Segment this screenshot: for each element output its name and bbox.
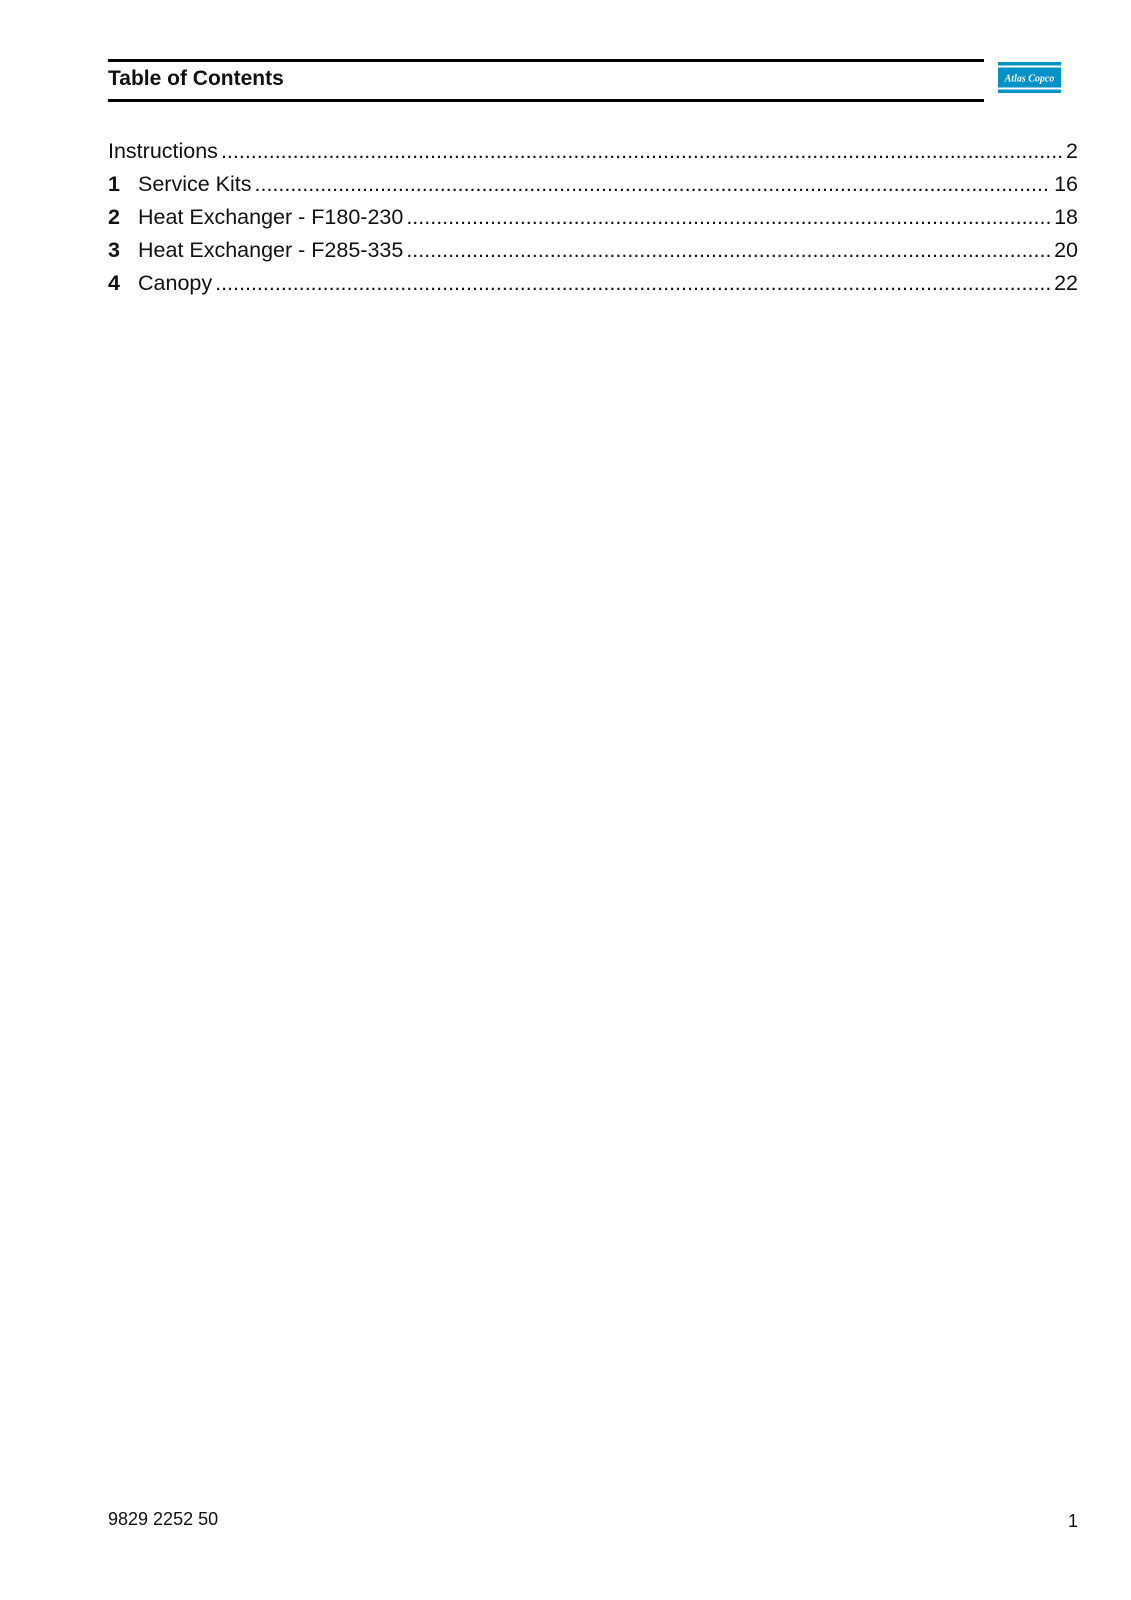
toc-entry-title: Canopy: [138, 271, 213, 295]
toc-entry-heat-exchanger-f285-335[interactable]: [108, 236, 1078, 269]
document-number: 9829 2252 50: [108, 1509, 219, 1529]
toc-entry-canopy[interactable]: [108, 269, 1078, 302]
toc-dot-leader: [221, 137, 1063, 165]
toc-entry-page: 22: [1054, 271, 1078, 295]
table-of-contents: [108, 137, 1078, 302]
toc-dot-leader: [406, 203, 1051, 231]
toc-entry-heat-exchanger-f180-230[interactable]: [108, 203, 1078, 236]
logo-band-top: [998, 62, 1061, 66]
toc-entry-title: Heat Exchanger - F285-335: [138, 238, 404, 262]
header-top-rule: [108, 59, 984, 62]
page-title: Table of Contents: [108, 67, 284, 90]
toc-entry-page: 20: [1054, 238, 1078, 262]
page-number: 1: [1067, 1511, 1078, 1531]
toc-entry-title: Instructions: [108, 139, 218, 163]
toc-entry-number: 2: [108, 205, 120, 229]
atlas-copco-logo: [998, 62, 1061, 94]
toc-dot-leader: [215, 269, 1051, 297]
header-bottom-rule: [108, 99, 984, 102]
toc-entry-number: 1: [108, 172, 120, 196]
logo-wordmark: Atlas Copco: [1004, 73, 1055, 85]
toc-entry-page: 18: [1054, 205, 1078, 229]
toc-entry-title: Heat Exchanger - F180-230: [138, 205, 404, 229]
toc-entry-service-kits[interactable]: [108, 170, 1078, 203]
toc-entry-page: 16: [1054, 172, 1078, 196]
toc-entry-instructions[interactable]: [108, 137, 1078, 170]
toc-entry-page: 2: [1066, 139, 1078, 163]
toc-entry-title: Service Kits: [138, 172, 252, 196]
toc-entry-number: 3: [108, 238, 120, 262]
toc-dot-leader: [406, 236, 1051, 264]
toc-entry-number: 4: [108, 271, 120, 295]
logo-band-bottom: [998, 90, 1061, 94]
toc-dot-leader: [255, 170, 1052, 198]
